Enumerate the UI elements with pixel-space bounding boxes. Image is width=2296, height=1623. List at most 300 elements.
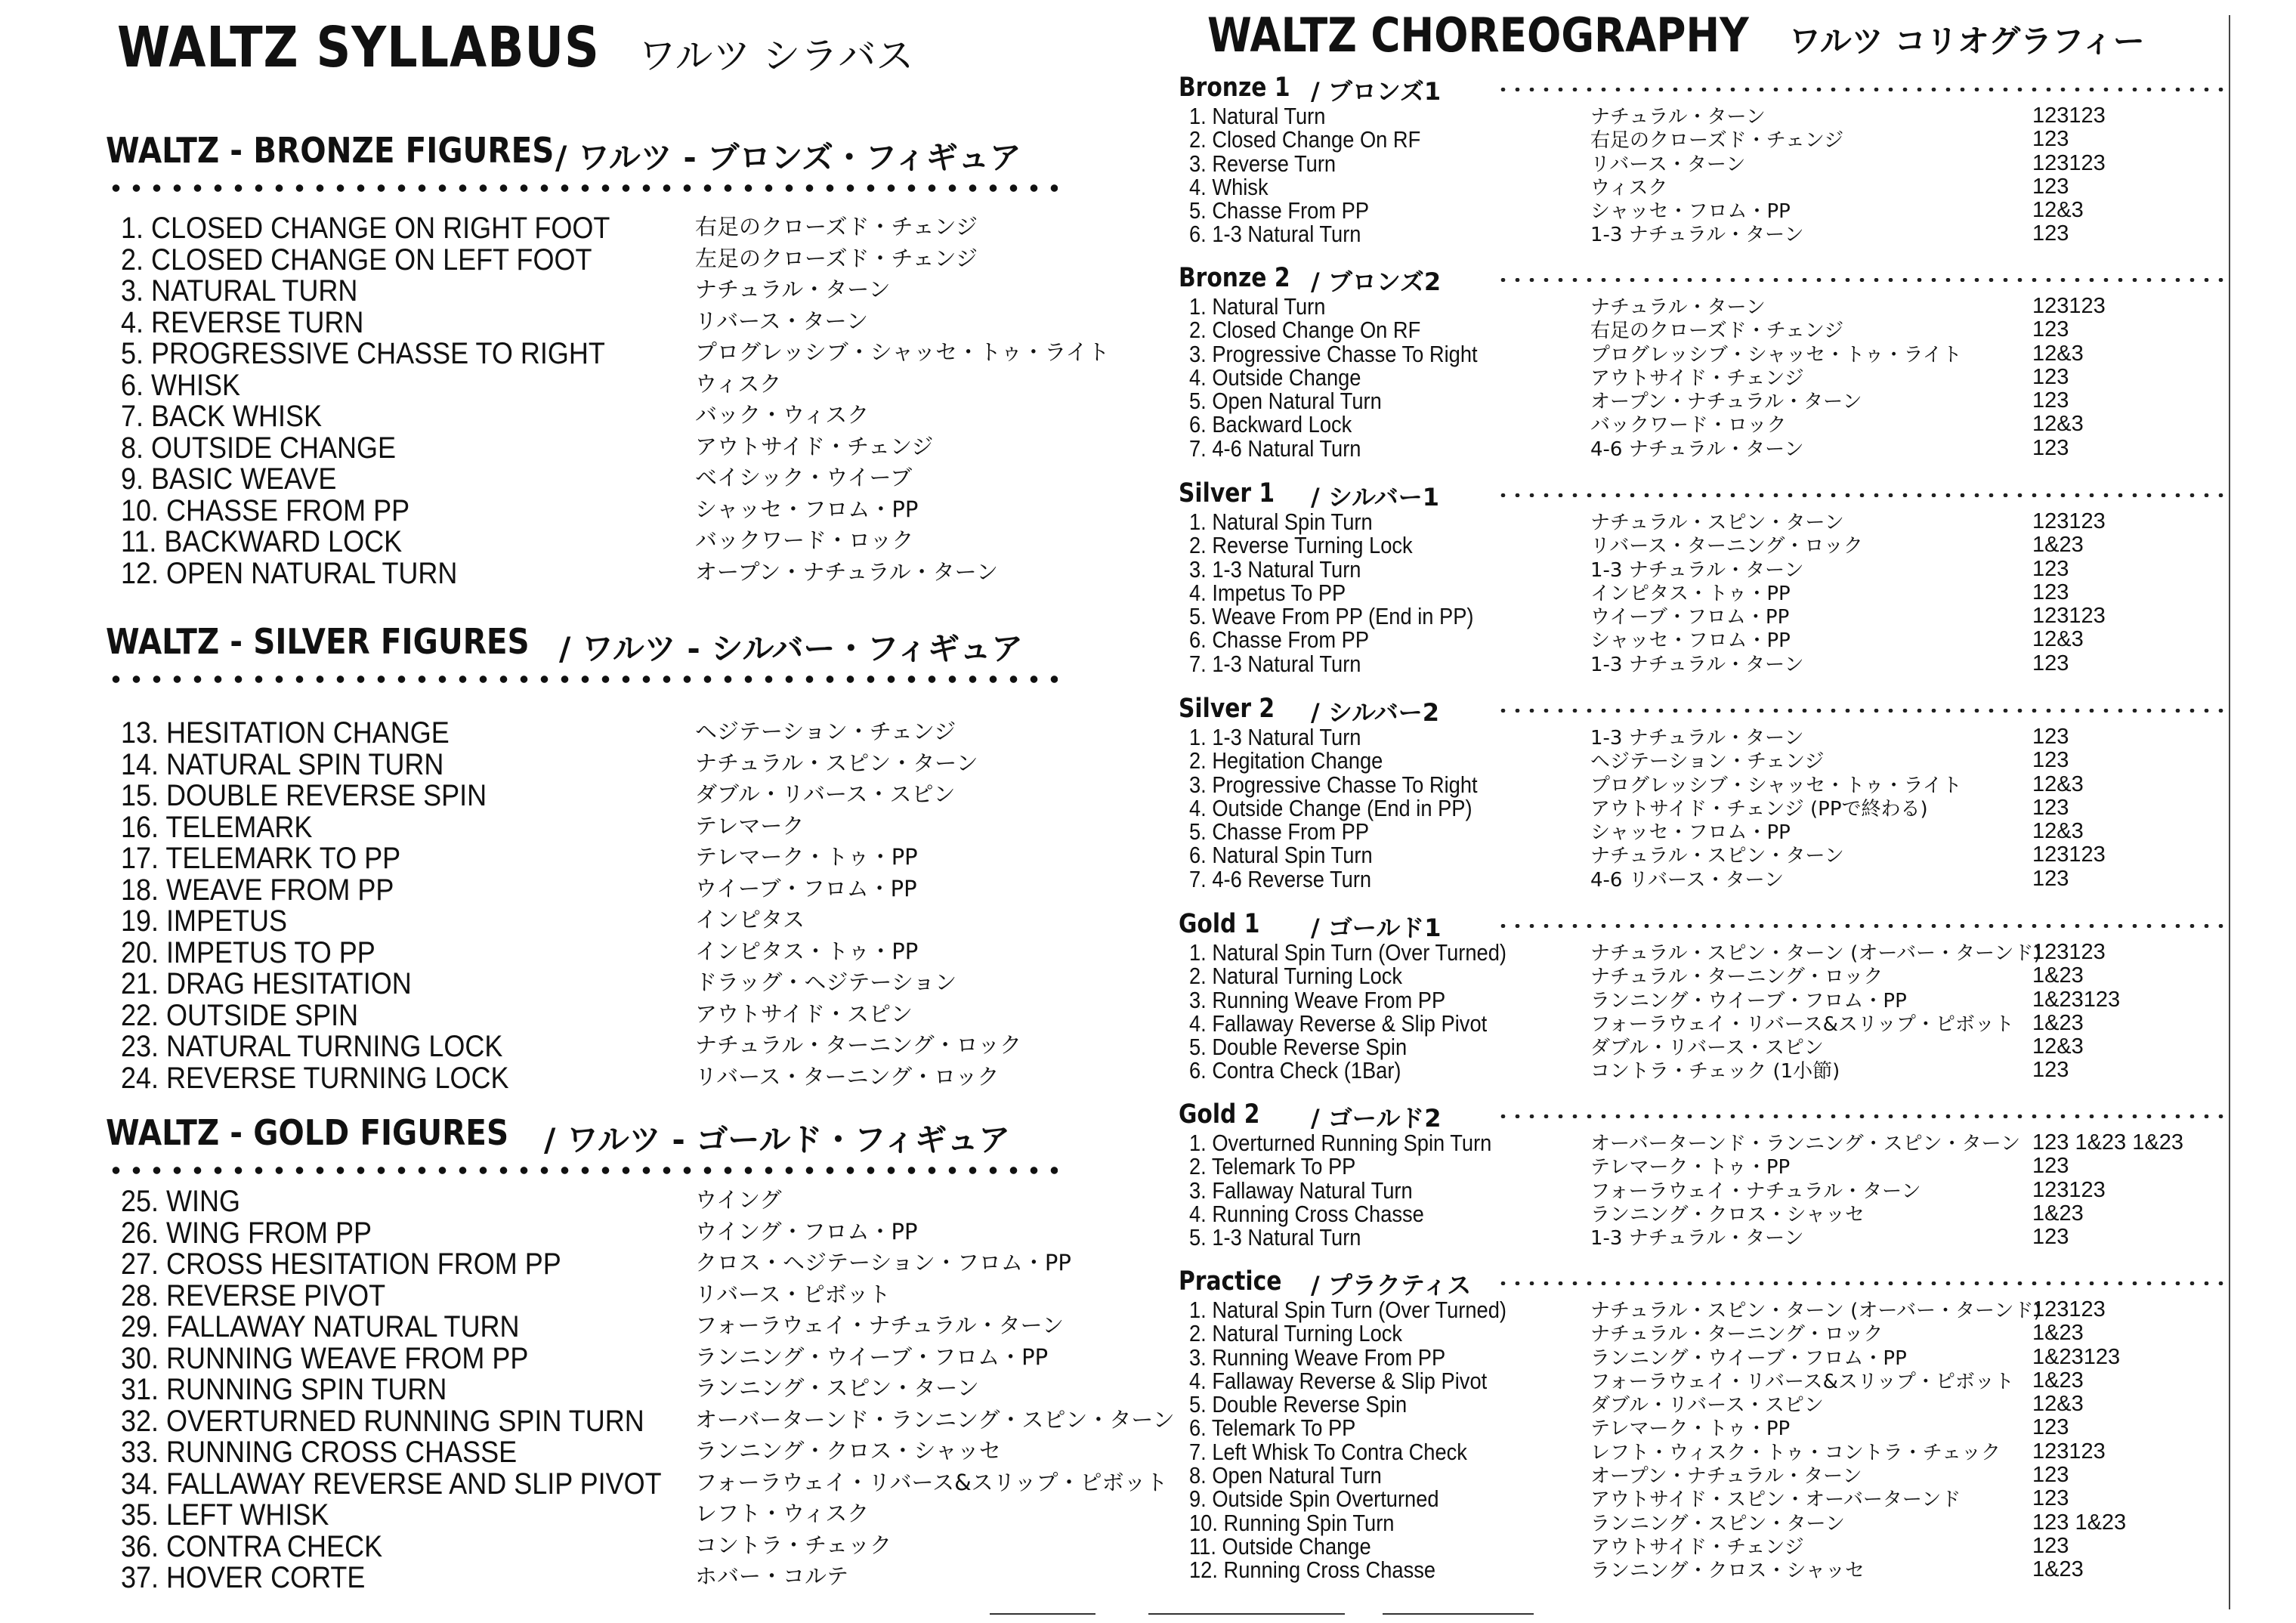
figure-name-ja: オーバーターンド・ランニング・スピン・ターン [695, 1406, 1175, 1433]
step-row [1179, 175, 2236, 199]
group-gold-1 [1179, 909, 2236, 1083]
step-count: 123123 [2032, 509, 2106, 533]
section-heading-ja: / ワルツ - ブロンズ・フィギュア [555, 139, 1021, 176]
group-name: Gold 2 [1179, 1099, 1260, 1130]
figure-name-en: 13. HESITATION CHANGE [121, 716, 450, 750]
step-count: 123 [2032, 127, 2069, 152]
figure-row [106, 748, 1103, 780]
section-heading-ja: / ワルツ - シルバー・フィギュア [559, 630, 1024, 667]
step-row [1179, 1343, 2236, 1371]
step-count: 123 [2032, 1533, 2069, 1558]
dotted-divider [106, 671, 1058, 688]
figure-name-en: 11. BACKWARD LOCK [121, 525, 403, 558]
step-row [1179, 818, 2236, 846]
step-name-ja: オープン・ナチュラル・ターン [1590, 391, 1862, 414]
step-count: 1&23 [2032, 1321, 2084, 1346]
group-heading [1179, 694, 2236, 725]
figure-name-en: 21. DRAG HESITATION [121, 967, 412, 1000]
dashed-divider [1496, 1114, 2229, 1118]
step-name-en: 5. Weave From PP (End in PP) [1189, 603, 1474, 630]
step-name-en: 3. Fallaway Natural Turn [1189, 1176, 1413, 1204]
figure-name-en: 24. REVERSE TURNING LOCK [121, 1061, 509, 1095]
step-row [1179, 389, 2236, 413]
step-name-ja: ナチュラル・ターニング・ロック [1590, 1323, 1883, 1346]
step-name-ja: 4-6 リバース・ターン [1590, 868, 1785, 892]
figure-name-ja: ウイーブ・フロム・PP [695, 875, 917, 901]
figure-name-en: 16. TELEMARK [121, 810, 313, 844]
step-name-en: 4. Fallaway Reverse & Slip Pivot [1189, 1367, 1488, 1394]
step-count: 12&3 [2032, 1392, 2084, 1417]
step-name-ja: リバース・ターン [1590, 153, 1746, 176]
step-name-ja: コントラ・チェック (1小節) [1590, 1060, 1840, 1084]
step-count: 123 [2032, 651, 2069, 675]
step-name-en: 2. Closed Change On RF [1189, 126, 1421, 153]
figure-name-ja: バック・ウィスク [695, 402, 870, 428]
step-count: 12&3 [2032, 627, 2084, 652]
group-name-ja: / シルバー1 [1311, 483, 1440, 512]
figure-name-ja: シャッセ・フロム・PP [695, 496, 919, 522]
figure-name-ja: ランニング・ウイーブ・フロム・PP [695, 1343, 1049, 1370]
step-name-ja: 1-3 ナチュラル・ターン [1590, 558, 1804, 582]
step-name-en: 1. Natural Turn [1189, 293, 1326, 320]
step-row [1179, 510, 2236, 533]
step-count: 123 [2032, 1058, 2069, 1083]
step-name-en: 7. 1-3 Natural Turn [1189, 650, 1361, 677]
figure-row [106, 1561, 1103, 1593]
figure-name-ja: ランニング・スピン・ターン [695, 1375, 979, 1401]
step-count: 12&3 [2032, 1034, 2084, 1059]
step-name-ja: プログレッシブ・シャッセ・トゥ・ライト [1590, 774, 1962, 797]
figure-row [106, 936, 1103, 968]
figure-row [106, 1436, 1103, 1467]
group-name-ja: / ゴールド2 [1311, 1104, 1442, 1133]
step-name-ja: ナチュラル・スピン・ターン [1590, 512, 1844, 534]
figure-list [106, 1185, 1175, 1594]
figure-name-en: 9. BASIC WEAVE [121, 462, 337, 496]
step-count: 123123 [2032, 150, 2106, 175]
step-row [1179, 1131, 2236, 1155]
figure-row [106, 1373, 1103, 1405]
figure-name-ja: テレマーク [695, 812, 805, 839]
figure-name-ja: ナチュラル・ターニング・ロック [695, 1032, 1022, 1058]
step-name-en: 1. Natural Spin Turn (Over Turned) [1189, 939, 1506, 966]
step-name-ja: ランニング・スピン・ターン [1590, 1512, 1845, 1535]
step-count: 1&23 [2032, 533, 2084, 558]
step-count: 1&23123 [2032, 987, 2121, 1012]
step-row [1179, 1557, 2236, 1584]
step-name-ja: シャッセ・フロム・PP [1590, 821, 1791, 845]
step-name-en: 9. Outside Spin Overturned [1189, 1485, 1439, 1513]
step-row [1179, 1532, 2236, 1560]
step-name-ja: シャッセ・フロム・PP [1590, 629, 1791, 653]
step-name-ja: ダブル・リバース・スピン [1590, 1394, 1824, 1417]
step-row [1179, 222, 2236, 246]
step-name-en: 2. Natural Turning Lock [1189, 1320, 1403, 1347]
group-name-ja: / ゴールド1 [1311, 914, 1442, 942]
step-name-en: 8. Open Natural Turn [1189, 1462, 1382, 1489]
step-name-ja: オープン・ナチュラル・ターン [1590, 1465, 1862, 1489]
syllabus-title-ja: ワルツ シラバス [638, 34, 914, 78]
figure-name-en: 1. CLOSED CHANGE ON RIGHT FOOT [121, 212, 610, 245]
figure-name-ja: ランニング・クロス・シャッセ [695, 1438, 1001, 1464]
step-row [1179, 843, 2236, 867]
step-count: 123 [2032, 317, 2069, 342]
step-row [1179, 988, 2236, 1012]
figure-name-en: 12. OPEN NATURAL TURN [121, 556, 458, 590]
step-name-ja: ヘジテーション・チェンジ [1590, 750, 1825, 774]
figure-name-en: 2. CLOSED CHANGE ON LEFT FOOT [121, 243, 592, 277]
step-name-en: 4. Whisk [1189, 173, 1269, 200]
group-bronze-1 [1179, 73, 2236, 246]
step-name-ja: ダブル・リバース・スピン [1590, 1037, 1824, 1060]
step-name-ja: ナチュラル・ターニング・ロック [1590, 966, 1883, 989]
step-name-en: 6. 1-3 Natural Turn [1189, 221, 1361, 248]
figure-row [106, 274, 1103, 306]
step-row [1179, 1035, 2236, 1059]
step-row [1179, 342, 2236, 366]
step-count: 123 [2032, 1154, 2069, 1179]
step-name-en: 3. Progressive Chasse To Right [1189, 340, 1478, 367]
step-name-ja: 右足のクローズド・チェンジ [1590, 320, 1844, 343]
group-heading [1179, 909, 2236, 941]
step-name-en: 7. 4-6 Natural Turn [1189, 434, 1361, 462]
step-name-en: 4. Running Cross Chasse [1189, 1200, 1424, 1227]
figure-row [106, 557, 1103, 589]
step-count: 12&3 [2032, 341, 2084, 366]
figure-name-ja: 左足のクローズド・チェンジ [695, 245, 978, 271]
step-name-ja: フォーラウェイ・ナチュラル・ターン [1590, 1179, 1921, 1203]
figure-row [106, 1216, 1103, 1248]
step-count: 123 1&23 [2032, 1510, 2127, 1535]
step-name-en: 11. Outside Change [1189, 1532, 1371, 1560]
step-row [1179, 1369, 2236, 1393]
figure-row [106, 337, 1110, 370]
step-count: 123 [2032, 580, 2069, 604]
step-row [1179, 555, 2236, 583]
step-row [1179, 128, 2236, 151]
step-name-ja: アウトサイド・チェンジ [1590, 1535, 1804, 1559]
section-heading [106, 621, 1103, 666]
syllabus-title [117, 15, 914, 80]
step-name-ja: ナチュラル・スピン・ターン (オーバー・ターンド) [1590, 1300, 2041, 1322]
step-row [1179, 626, 2236, 654]
step-row [1179, 1176, 2236, 1204]
step-name-en: 7. Left Whisk To Contra Check [1189, 1438, 1467, 1465]
figure-name-ja: ダブル・リバース・スピン [695, 781, 956, 807]
choreography-title-en: WALTZ CHOREOGRAPHY [1207, 8, 1749, 63]
step-count: 123123 [2032, 104, 2106, 128]
step-name-ja: ランニング・クロス・シャッセ [1590, 1560, 1865, 1583]
dashed-divider [1496, 88, 2229, 91]
step-name-en: 1. Overturned Running Spin Turn [1189, 1130, 1492, 1156]
figure-name-en: 22. OUTSIDE SPIN [121, 998, 359, 1032]
step-count: 123 [2032, 725, 2069, 749]
figure-row [106, 1530, 1103, 1562]
step-name-ja: 1-3 ナチュラル・ターン [1590, 224, 1804, 247]
step-count: 123 [2032, 1415, 2069, 1440]
group-name: Silver 1 [1179, 478, 1275, 509]
figure-row [106, 842, 1103, 873]
step-name-ja: ナチュラル・ターン [1590, 106, 1766, 128]
figure-row [106, 1062, 1103, 1093]
step-name-en: 2. Reverse Turning Lock [1189, 532, 1413, 559]
figure-name-en: 19. IMPETUS [121, 904, 288, 938]
step-count: 123 [2032, 388, 2069, 413]
step-name-en: 10. Running Spin Turn [1189, 1509, 1395, 1536]
figure-row [106, 306, 1103, 338]
figure-row [106, 1185, 1103, 1216]
step-count: 1&23123 [2032, 1344, 2121, 1369]
figure-row [106, 431, 1103, 463]
step-name-en: 6. Backward Lock [1189, 411, 1352, 438]
step-count: 123123 [2032, 1439, 2106, 1464]
syllabus-title-en: WALTZ SYLLABUS [117, 15, 600, 80]
step-row [1179, 867, 2236, 891]
figure-name-en: 8. OUTSIDE CHANGE [121, 431, 397, 465]
figure-name-en: 7. BACK WHISK [121, 400, 323, 433]
figure-name-ja: アウトサイド・スピン [695, 1000, 913, 1027]
step-name-en: 6. Contra Check (1Bar) [1189, 1057, 1401, 1084]
step-name-ja: ナチュラル・スピン・ターン [1590, 845, 1844, 868]
group-heading [1179, 73, 2236, 104]
step-name-ja: リバース・ターニング・ロック [1590, 535, 1863, 558]
step-row [1179, 1155, 2236, 1178]
figure-name-ja: ウイング [695, 1187, 782, 1213]
dotted-divider [106, 180, 1058, 196]
step-count: 12&3 [2032, 412, 2084, 437]
section-heading-ja: / ワルツ - ゴールド・フィギュア [544, 1121, 1011, 1158]
footer-rule [990, 1613, 1095, 1615]
figure-name-en: 32. OVERTURNED RUNNING SPIN TURN [121, 1404, 644, 1438]
figure-name-ja: ウイング・フロム・PP [695, 1218, 918, 1244]
dotted-divider [106, 1162, 1058, 1179]
step-count: 123 [2032, 795, 2069, 820]
step-row [1179, 295, 2236, 318]
figure-name-en: 29. FALLAWAY NATURAL TURN [121, 1310, 520, 1343]
figure-name-en: 3. NATURAL TURN [121, 274, 358, 308]
step-row [1179, 652, 2236, 675]
figure-name-en: 33. RUNNING CROSS CHASSE [121, 1436, 518, 1469]
step-row [1179, 941, 2236, 964]
step-name-en: 1. 1-3 Natural Turn [1189, 724, 1361, 750]
step-name-en: 4. Impetus To PP [1189, 579, 1346, 606]
figure-name-ja: ナチュラル・ターン [695, 277, 891, 302]
step-count: 123123 [2032, 1297, 2106, 1322]
group-heading [1179, 478, 2236, 510]
step-name-ja: アウトサイド・チェンジ (PPで終わる) [1590, 797, 1928, 821]
step-count: 1&23 [2032, 1368, 2084, 1393]
group-practice [1179, 1266, 2236, 1582]
figure-name-ja: ナチュラル・スピン・ターン [695, 750, 978, 776]
figure-name-ja: ホバー・コルテ [695, 1563, 849, 1589]
step-count: 123123 [2032, 604, 2106, 629]
figure-name-ja: フォーラウェイ・リバース&スリップ・ピボット [695, 1469, 1168, 1495]
figure-list [106, 716, 1103, 1093]
step-name-ja: ランニング・ウイーブ・フロム・PP [1590, 989, 1907, 1012]
figure-row [106, 1310, 1103, 1342]
step-row [1179, 199, 2236, 222]
figure-row [106, 1030, 1103, 1062]
section-heading [106, 1112, 1103, 1158]
step-count: 123123 [2032, 842, 2106, 867]
step-count: 123 [2032, 364, 2069, 389]
step-name-en: 2. Telemark To PP [1189, 1153, 1356, 1180]
group-name: Gold 1 [1179, 909, 1260, 939]
step-name-en: 1. Natural Spin Turn (Over Turned) [1189, 1297, 1506, 1323]
step-count: 123 [2032, 435, 2069, 460]
step-count: 1&23 [2032, 963, 2084, 988]
step-row [1179, 1485, 2236, 1513]
step-name-ja: フォーラウェイ・リバース&スリップ・ピボット [1590, 1012, 2014, 1036]
step-count: 123123 [2032, 294, 2106, 318]
step-row [1179, 434, 2236, 462]
figure-row [106, 462, 1103, 494]
footer-rule [1148, 1613, 1345, 1615]
figure-name-ja: ウィスク [695, 370, 782, 397]
step-name-en: 5. Open Natural Turn [1189, 388, 1382, 415]
step-name-ja: ランニング・クロス・シャッセ [1590, 1203, 1865, 1226]
figure-name-en: 35. LEFT WHISK [121, 1498, 329, 1532]
step-row [1179, 796, 2236, 820]
figure-name-ja: バックワード・ロック [695, 527, 914, 553]
step-count: 123 [2032, 174, 2069, 199]
figure-name-ja: リバース・ターン [695, 308, 869, 334]
figure-list [106, 212, 1110, 590]
step-name-en: 3. Running Weave From PP [1189, 1343, 1446, 1371]
figure-row [106, 1342, 1103, 1374]
figure-row [106, 525, 1103, 557]
step-name-en: 5. Chasse From PP [1189, 197, 1370, 224]
step-row [1179, 413, 2236, 436]
figure-name-ja: ベイシック・ウイーブ [695, 465, 913, 490]
group-heading [1179, 263, 2236, 295]
figure-row [106, 1498, 1103, 1530]
figure-name-en: 18. WEAVE FROM PP [121, 873, 394, 907]
figure-name-ja: インピタス・トゥ・PP [695, 938, 919, 964]
step-count: 12&3 [2032, 771, 2084, 796]
figure-name-ja: ドラッグ・ヘジテーション [695, 969, 957, 995]
step-count: 123 [2032, 221, 2069, 246]
step-name-en: 3. 1-3 Natural Turn [1189, 555, 1361, 583]
figure-name-ja: クロス・ヘジテーション・フロム・PP [695, 1250, 1071, 1275]
step-name-ja: ランニング・ウイーブ・フロム・PP [1590, 1346, 1907, 1370]
figure-name-ja: リバース・ピボット [695, 1281, 891, 1307]
figure-name-en: 28. REVERSE PIVOT [121, 1278, 386, 1312]
section-heading-en: WALTZ - GOLD FIGURES [106, 1112, 509, 1153]
figure-name-ja: オープン・ナチュラル・ターン [695, 558, 999, 585]
step-name-ja: テレマーク・トゥ・PP [1590, 1156, 1791, 1179]
figure-name-ja: フォーラウェイ・ナチュラル・ターン [695, 1312, 1065, 1338]
group-name: Bronze 1 [1179, 73, 1290, 103]
figure-name-en: 6. WHISK [121, 368, 241, 402]
step-row [1179, 773, 2236, 796]
figure-row [106, 873, 1103, 905]
step-row [1179, 152, 2236, 175]
figure-row [106, 212, 1103, 243]
section-heading [106, 130, 1103, 175]
figure-name-en: 15. DOUBLE REVERSE SPIN [121, 779, 487, 812]
step-row [1179, 1009, 2236, 1037]
step-row [1179, 749, 2236, 772]
step-name-ja: 右足のクローズド・チェンジ [1590, 129, 1844, 153]
step-name-en: 5. Double Reverse Spin [1189, 1391, 1408, 1418]
step-row [1179, 1202, 2236, 1226]
group-name-ja: / ブロンズ2 [1311, 267, 1442, 296]
figure-name-en: 36. CONTRA CHECK [121, 1529, 383, 1563]
step-name-en: 6. Chasse From PP [1189, 626, 1370, 654]
figure-name-en: 10. CHASSE FROM PP [121, 493, 410, 527]
step-name-ja: 1-3 ナチュラル・ターン [1590, 1227, 1804, 1250]
step-row [1179, 604, 2236, 628]
figure-name-en: 25. WING [121, 1185, 241, 1218]
group-silver-2 [1179, 694, 2236, 891]
step-name-en: 2. Hegitation Change [1189, 747, 1383, 774]
step-name-ja: バックワード・ロック [1590, 414, 1787, 437]
step-row [1179, 1464, 2236, 1487]
step-count: 1&23 [2032, 1201, 2084, 1226]
group-name: Bronze 2 [1179, 263, 1290, 293]
step-name-en: 3. Reverse Turn [1189, 150, 1337, 177]
step-count: 123123 [2032, 1177, 2106, 1202]
step-count: 123123 [2032, 940, 2106, 964]
step-row [1179, 104, 2236, 128]
group-gold-2 [1179, 1099, 2236, 1249]
dashed-divider [1496, 493, 2229, 497]
group-name-ja: / プラクティス [1311, 1271, 1472, 1300]
step-row [1179, 363, 2236, 391]
figure-row [106, 1279, 1103, 1311]
step-count: 123 [2032, 748, 2069, 773]
step-name-en: 5. Chasse From PP [1189, 818, 1370, 846]
step-row [1179, 1298, 2236, 1322]
footer-rule [1383, 1613, 1534, 1615]
figure-row [106, 369, 1103, 400]
step-row [1179, 318, 2236, 342]
figure-name-en: 23. NATURAL TURNING LOCK [121, 1030, 503, 1063]
group-heading [1179, 1266, 2236, 1298]
step-name-ja: 4-6 ナチュラル・ターン [1590, 437, 1804, 461]
step-name-ja: テレマーク・トゥ・PP [1590, 1417, 1791, 1441]
figure-name-en: 20. IMPETUS TO PP [121, 935, 375, 969]
step-row [1179, 1322, 2236, 1345]
group-silver-1 [1179, 478, 2236, 675]
dashed-divider [1496, 924, 2229, 928]
figure-name-en: 26. WING FROM PP [121, 1216, 372, 1250]
step-name-ja: ナチュラル・ターン [1590, 296, 1766, 319]
step-name-ja: アウトサイド・チェンジ [1590, 366, 1804, 390]
step-name-ja: アウトサイド・スピン・オーバーターンド [1590, 1489, 1961, 1512]
figure-row [106, 999, 1103, 1031]
step-row [1179, 725, 2236, 749]
step-name-en: 2. Natural Turning Lock [1189, 963, 1403, 990]
figure-row [106, 779, 1103, 811]
figure-name-en: 37. HOVER CORTE [121, 1561, 366, 1594]
step-name-ja: フォーラウェイ・リバース&スリップ・ピボット [1590, 1370, 2014, 1393]
step-count: 1&23 [2032, 1010, 2084, 1035]
step-row [1179, 1393, 2236, 1416]
bronze-figures-section [106, 130, 1110, 590]
figure-row [106, 243, 1103, 275]
gold-figures-section [106, 1112, 1175, 1594]
step-count: 123 [2032, 866, 2069, 891]
step-name-ja: プログレッシブ・シャッセ・トゥ・ライト [1590, 343, 1962, 366]
figure-name-ja: レフト・ウィスク [695, 1501, 870, 1526]
step-name-en: 5. Double Reverse Spin [1189, 1034, 1408, 1061]
figure-row [106, 494, 1103, 526]
step-row [1179, 581, 2236, 604]
step-name-ja: シャッセ・フロム・PP [1590, 200, 1791, 224]
figure-name-en: 27. CROSS HESITATION FROM PP [121, 1247, 561, 1281]
